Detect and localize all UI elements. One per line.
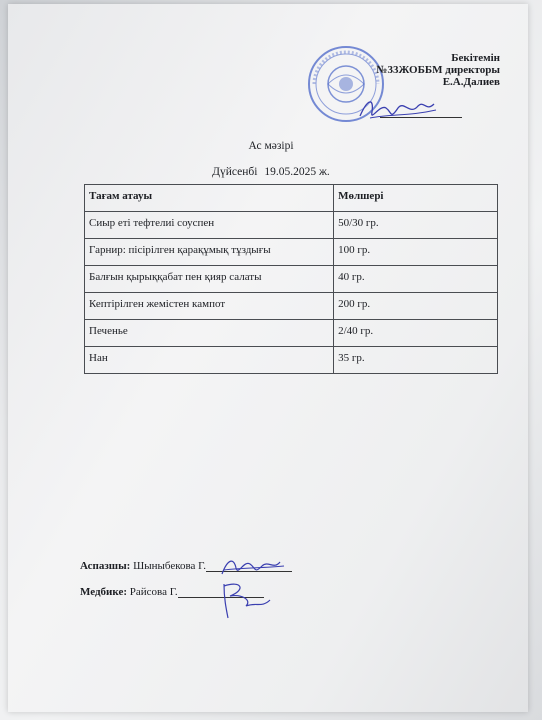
header-portion: Мөлшері [334,185,498,212]
dish-name: Нан [85,347,334,374]
dish-name: Кептірілген жемістен кампот [85,293,334,320]
table-header-row [85,185,498,212]
approval-line-1: Бекітемін [451,52,500,64]
table-row [85,239,498,266]
table-row [85,212,498,239]
director-signature-line [380,117,462,118]
table-row [85,266,498,293]
medic-name: Райсова Г. [129,586,178,598]
dish-name: Гарнир: пісірілген қарақұмық тұздығы [85,239,334,266]
cook-label: Аспазшы: [80,560,131,572]
approval-line-3: Е.А.Далиев [442,76,500,88]
table-row [85,293,498,320]
header-dish-name: Тағам атауы [85,185,334,212]
cook-name: Шыныбекова Г. [133,560,207,572]
dish-portion: 50/30 гр. [334,212,498,239]
dish-portion: 200 гр. [334,293,498,320]
dish-portion: 2/40 гр. [334,320,498,347]
medic-signature [212,578,282,624]
approval-block [330,52,500,88]
dish-portion: 35 гр. [334,347,498,374]
dish-portion: 40 гр. [334,266,498,293]
medic-label: Медбике: [80,586,127,598]
dish-name: Печенье [85,320,334,347]
menu-day: Дүйсенбі [212,166,258,178]
menu-date [0,166,542,178]
table-row [85,347,498,374]
director-signature [340,94,450,128]
menu-table [84,184,498,374]
dish-name: Балғын қырыққабат пен қияр салаты [85,266,334,293]
table-row [85,320,498,347]
menu-date-value: 19.05.2025 ж. [264,166,330,178]
dish-portion: 100 гр. [334,239,498,266]
dish-name: Сиыр еті тефтелиі соуспен [85,212,334,239]
approval-line-2: №33ЖОББМ директоры [376,64,500,76]
document-title: Ас мәзірі [248,140,294,152]
